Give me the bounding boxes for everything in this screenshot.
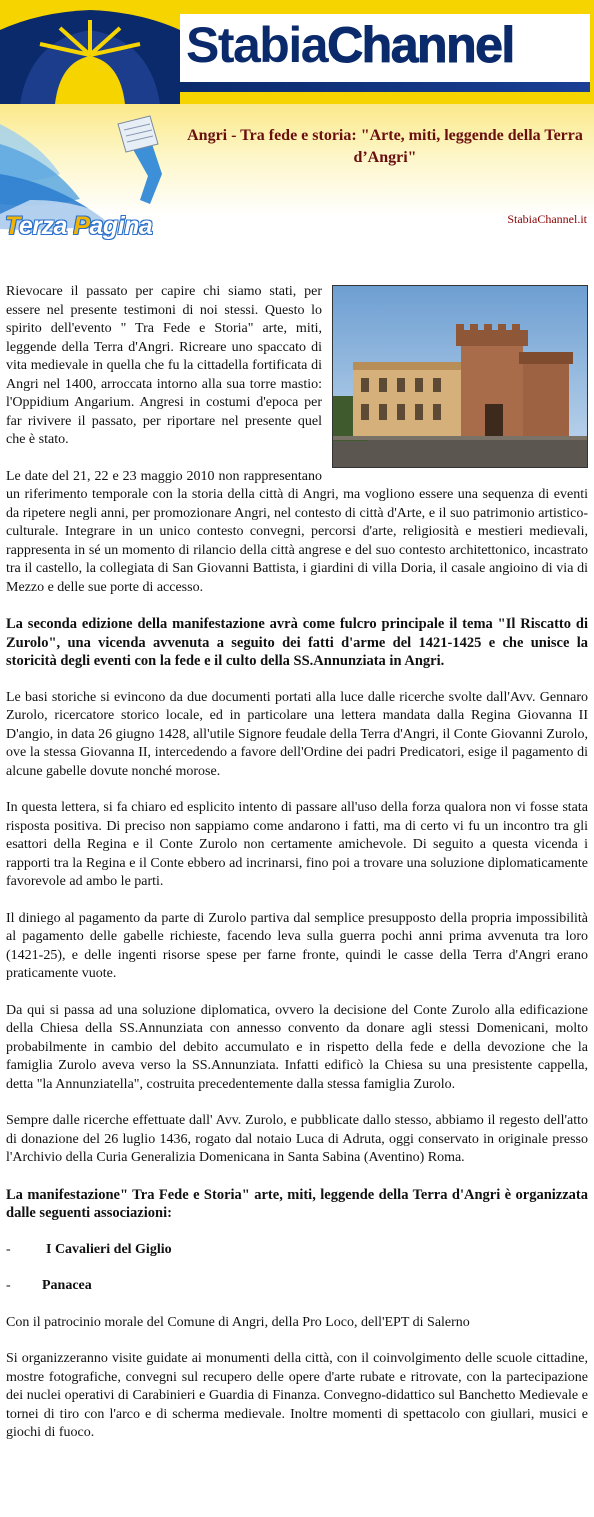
- paragraph-8: Sempre dalle ricerche effettuate dall' Avv. Zurolo, e pubblicate dallo stesso, abbiamo il regesto dell'atto di donazione del 26 luglio 1436, rogato dal notaio Luca di Adruta, oggi conservato in originale presso l'Archivio della Curia Generalizia Domenicana in Santa Sabina (Aventino) Roma.: [6, 1113, 588, 1165]
- brand-box[interactable]: [180, 14, 590, 92]
- list-dash: -: [6, 1278, 11, 1293]
- list-dash: -: [6, 1241, 11, 1257]
- association-name: I Cavalieri del Giglio: [46, 1241, 172, 1257]
- sunrise-logo-icon: [0, 0, 180, 104]
- list-item: [6, 1277, 588, 1296]
- article-body: [6, 283, 588, 1461]
- castle-photo: [332, 285, 588, 468]
- source-link[interactable]: StabiaChannel.it: [507, 212, 587, 226]
- paragraph-5: In questa lettera, si fa chiaro ed esplicito intento di passare all'uso della forza qualora non vi fosse stata risposta positiva. Di preciso non sappiamo come andarono i fatti, ma di certo vi fu un incontro tra gli esattori della Regina e il Conte Zurolo non certamente amichevole. Di seguito a questa vicenda i rapporti tra la Regina e il Conte ebbero ad incrinarsi, fino poi a trovare una soluzione diplomaticamente favorevole ad ambo le parti.: [6, 800, 588, 889]
- paragraph-3-highlight: La seconda edizione della manifestazione avrà come fulcro principale il tema "Il Riscatto di Zurolo", una vicenda avvenuta a seguito dei fatti d'arme del 1421-1425 e che unisce la storicità degli eventi con la fede e il culto della SS.Annunziata in Angri.: [6, 616, 588, 669]
- paragraph-7: Da qui si passa ad una soluzione diplomatica, ovvero la decisione del Conte Zurolo alla edificazione della Chiesa della SS.Annunziata con annesso convento da donare agli stessi Domenicani, molto probabilmente in cambio del debito accumulato e in rispetto della fede e della devozione che la famiglia Zurolo aveva verso la SS.Annunziata. Infatti edificò la Chiesa su una presistente cappella, detta "la Annunziatella", costruita precedentemente dalla stessa famiglia Zurolo.: [6, 1002, 588, 1092]
- section-label-p: P: [73, 212, 90, 240]
- paragraph-patronage: Con il patrocinio morale del Comune di Angri, della Pro Loco, dell'EPT di Salerno: [6, 1314, 470, 1330]
- section-label-end: agina: [89, 212, 153, 240]
- site-banner: [0, 0, 594, 104]
- paragraph-6: Il diniego al pagamento da parte di Zurolo partiva dal semplice presupposto della propria impossibilità al pagamento delle gabelle richieste, facendo leva sulla guerra pochi anni prima avvenuta tra loro (1421-25), e delle ingenti risorse spese per farne fronte, quindi le casse della Terra d'Angri erano praticamente vuote.: [6, 910, 588, 981]
- section-label-t: T: [5, 212, 19, 240]
- brand-underline: [180, 82, 590, 92]
- section-label: [5, 212, 152, 241]
- paragraph-4: Le basi storiche si evincono da due documenti portati alla luce dalle ricerche svolte dall'Avv. Gennaro Zurolo, ricercatore storico locale, ed in particolare una lettera mandata dalla Regina Giovanna II D'angio, in data 26 giugno 1428, all'utile Signore feudale della Terra d'Angri, il Conte Giovanni Zurolo, ove la stessa Giovanna II, intercedendo a favore dell'Ordine dei padri Predicatori, esige il pagamento di alcune gabelle dovute nonché morose.: [6, 689, 588, 779]
- paragraph-9-highlight: La manifestazione" Tra Fede e Storia" arte, miti, leggende della Terra d'Angri è organizzata dalle seguenti associazioni:: [6, 1186, 588, 1221]
- article-title: Angri - Tra fede e storia: "Arte, miti, leggende della Terra d’Angri": [187, 127, 583, 166]
- list-item: [6, 1241, 588, 1260]
- paragraph-2: Le date del 21, 22 e 23 maggio 2010 non rappresentano un riferimento temporale con la storia della città di Angri, ma vogliono essere una sequenza di eventi da ripetere negli anni, per promozionare Angri, nel contesto di città d'Arte, e il suo patrimonio artistico-culturale. Integrare in un unico contesto convegni, percorsi d'arte, religiosità e mestieri medievali, rappresenta in sé un momento di rilancio della città angrese e del suo contesto architettonico, incastrato tra il castello, la collegiata di San Giovanni Battista, i giardini di villa Doria, il casale angioino di via di Mezzo e delle sue porte di accesso.: [6, 468, 588, 595]
- brand-logo-text: [186, 17, 514, 73]
- brand-right: Channel: [327, 17, 514, 73]
- brand-left: Stabia: [186, 17, 328, 73]
- paragraph-program: Si organizzeranno visite guidate ai monumenti della città, con il coinvolgimento delle scuole cittadine, mostre fotografiche, convegni sul recupero delle opere d'arte rubate e ritrovate, con la partecipazione dei nuclei operativi di Carabinieri e Guardia di Finanza. Convegno-didattico sul Banchetto Medievale e tornei di tiro con l'arco e di scherma medievale. Inoltre momenti di spettacolo con giullari, musici e giochi di fuoco.: [6, 1351, 588, 1440]
- paragraph-1: Rievocare il passato per capire chi siamo stati, per essere nel presente testimoni di noi stessi. Questo lo spirito dell'evento " Tra Fede e Storia" arte, miti, leggende della Terra d'Angri. Ricreare uno spaccato di vita medievale in quella che fu la cittadella fortificata di Angri nel 1400, arroccata intorno alla sua torre mastio: l'Oppidium Angarium. Angresi in costumi d'epoca per far rivivere il passato, per riportare nel presente quel che è stato.: [6, 284, 322, 447]
- section-label-mid: erza: [18, 212, 74, 240]
- association-name: Panacea: [42, 1278, 92, 1293]
